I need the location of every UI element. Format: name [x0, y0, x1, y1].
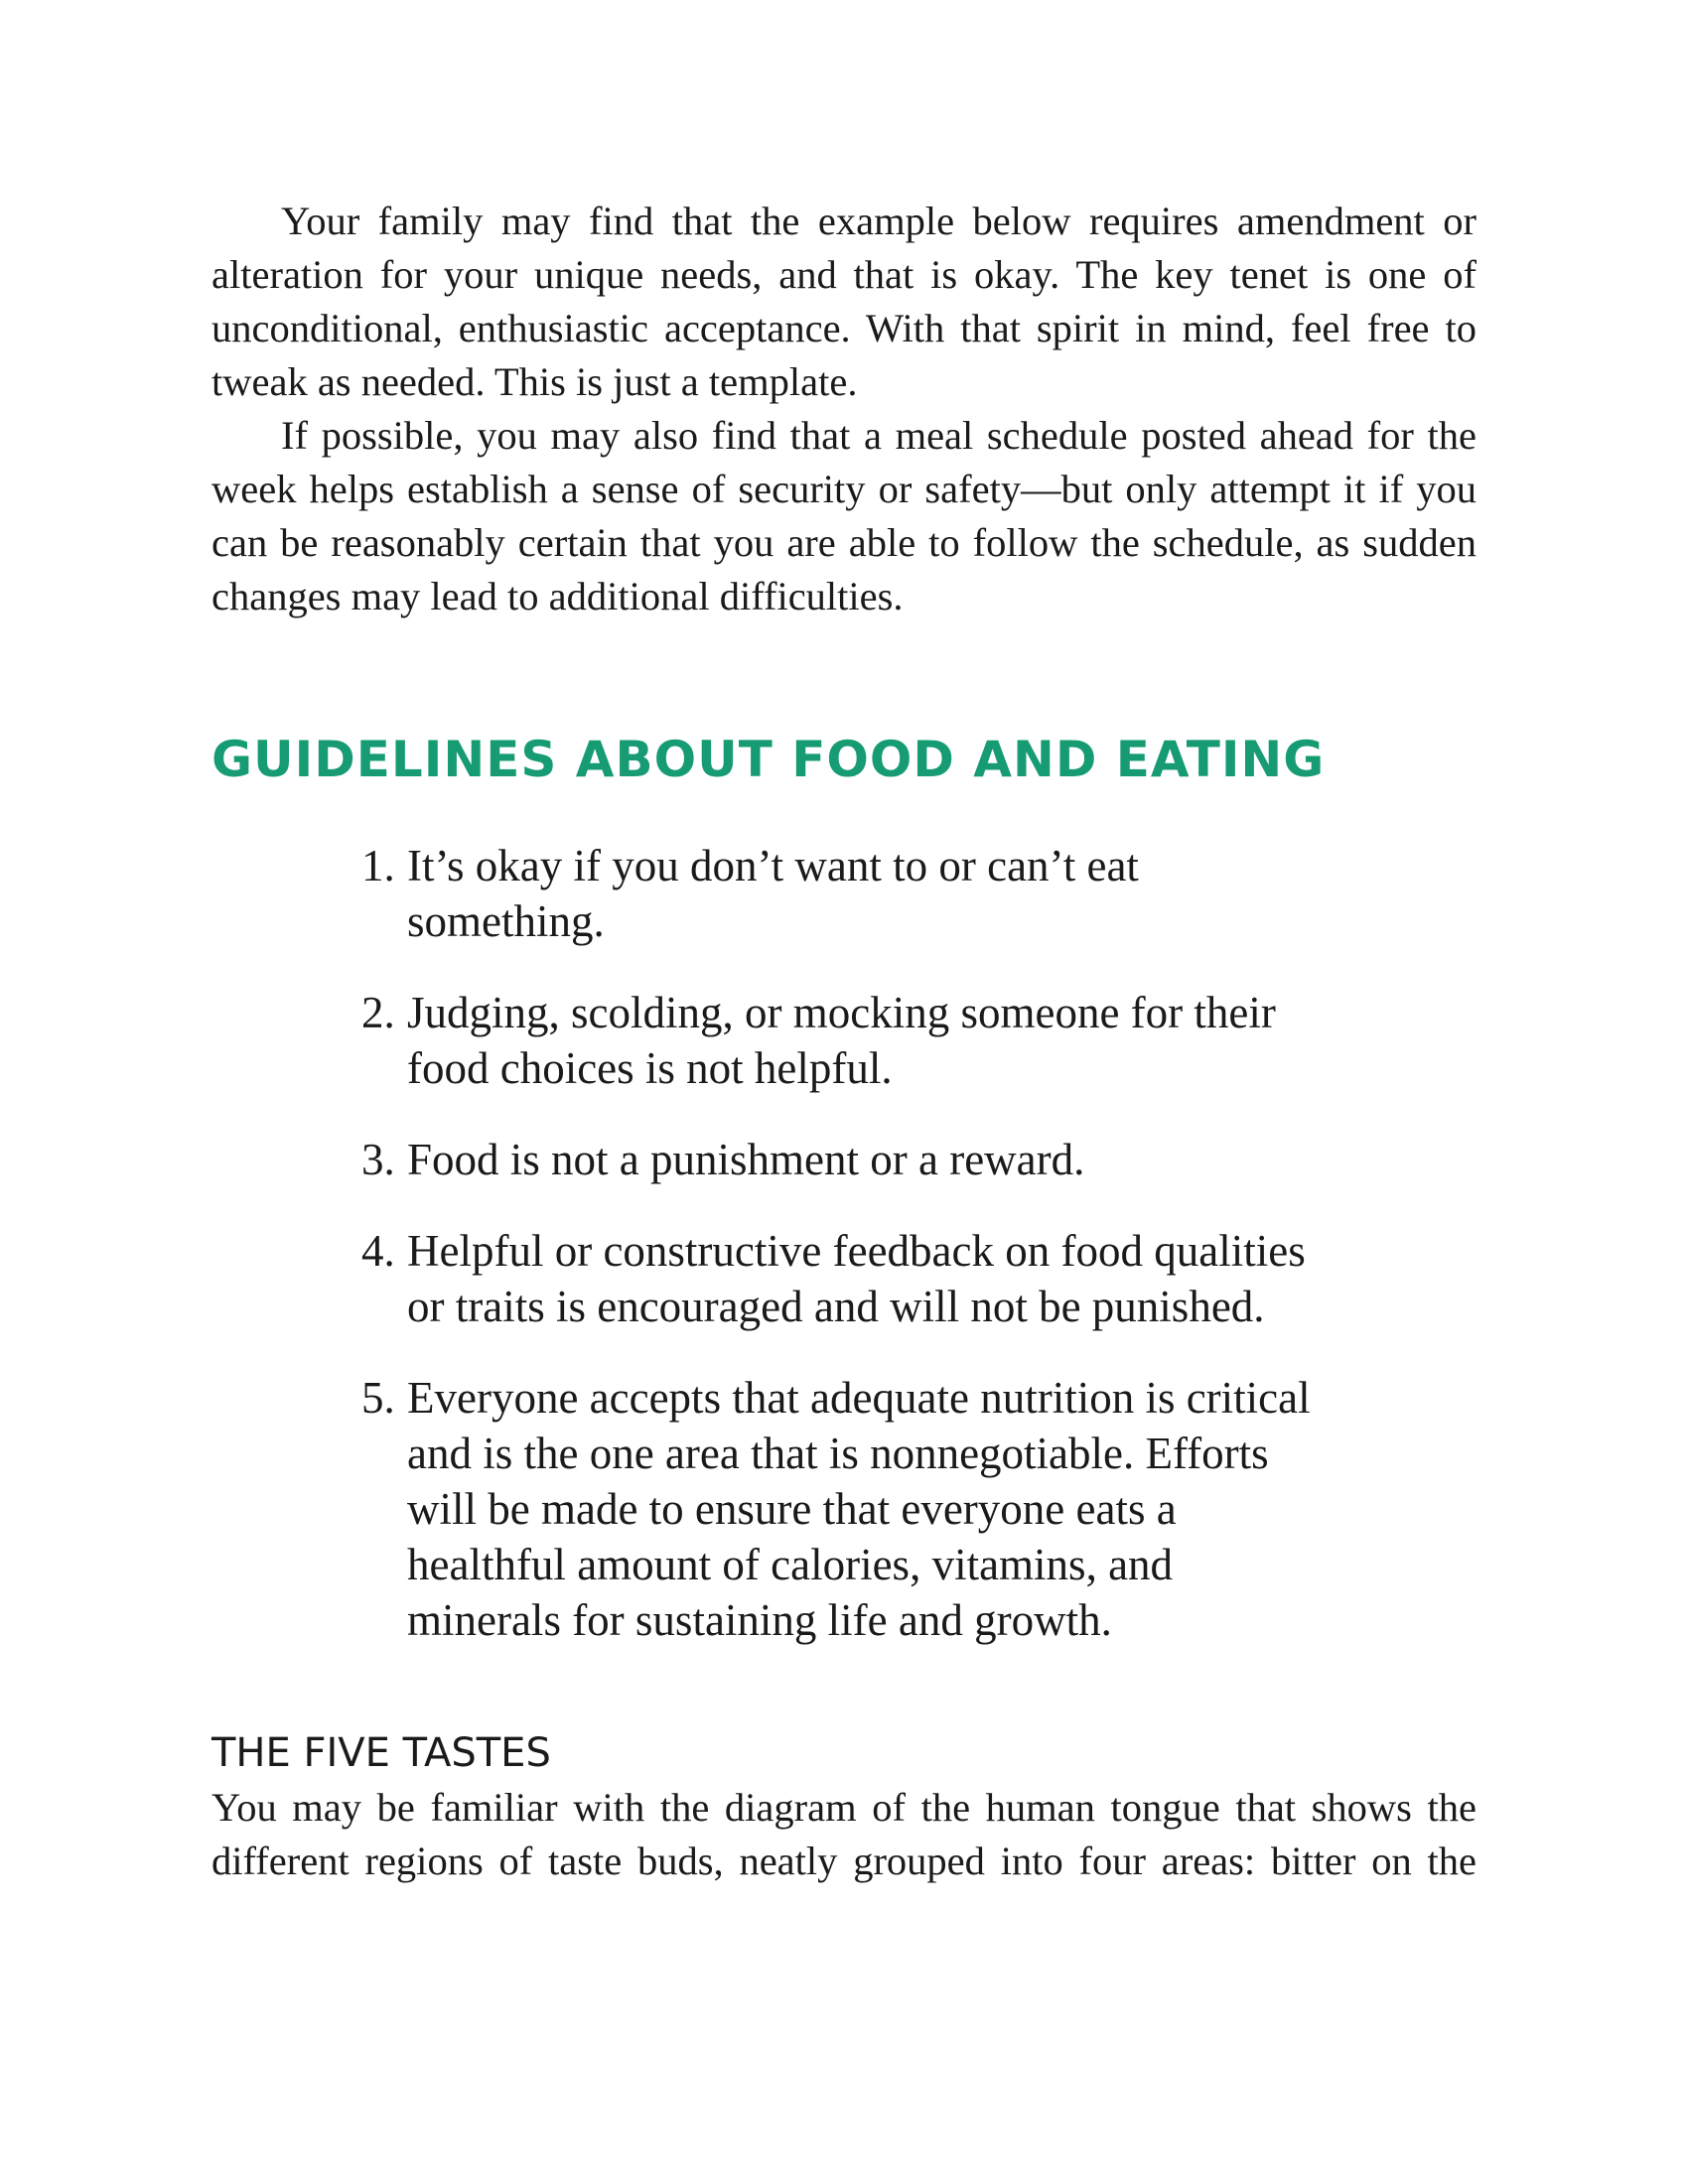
list-item-number: 3. — [361, 1135, 395, 1184]
list-item — [361, 985, 1315, 1096]
intro-paragraph-2: If possible, you may also find that a meal schedule posted ahead for the week helps establish a sense of security or safety—but only attempt it if you can be reasonably certain that you are able to follow the schedule, as sudden changes may lead to additional difficulties. — [211, 413, 1477, 618]
list-item-text: Helpful or constructive feedback on food qualities or traits is encouraged and will not be punished. — [407, 1226, 1306, 1331]
closing-paragraph: You may be familiar with the diagram of the human tongue that shows the different regions of taste buds, neatly grouped into four areas: bitter on the — [211, 1785, 1477, 1883]
list-item-text: Judging, scolding, or mocking someone for their food choices is not helpful. — [407, 988, 1276, 1093]
list-item — [361, 1370, 1315, 1648]
list-item — [361, 1132, 1315, 1187]
list-item — [361, 838, 1315, 949]
list-item-number: 2. — [361, 988, 395, 1037]
list-item — [361, 1223, 1315, 1334]
list-item-number: 5. — [361, 1373, 395, 1423]
subheading: THE FIVE TASTES — [211, 1730, 551, 1776]
list-item-number: 1. — [361, 841, 395, 890]
list-item-text: Food is not a punishment or a reward. — [407, 1135, 1085, 1184]
list-item-text: Everyone accepts that adequate nutrition is critical and is the one area that is nonnegotiable. Efforts will be made to ensure that everyone eats a healthful amount of calories, vitamins, and minerals for sustaining life and growth. — [407, 1373, 1311, 1645]
document-page — [211, 195, 1477, 1888]
intro-paragraph-1: Your family may find that the example below requires amendment or alteration for your unique needs, and that is okay. The key tenet is one of unconditional, enthusiastic acceptance. With that spirit in mind, feel free to tweak as needed. This is just a template. — [211, 199, 1477, 404]
guidelines-list — [361, 838, 1315, 1648]
list-item-number: 4. — [361, 1226, 395, 1276]
list-item-text: It’s okay if you don’t want to or can’t eat something. — [407, 841, 1139, 946]
section-heading: GUIDELINES ABOUT FOOD AND EATING — [211, 731, 1326, 788]
